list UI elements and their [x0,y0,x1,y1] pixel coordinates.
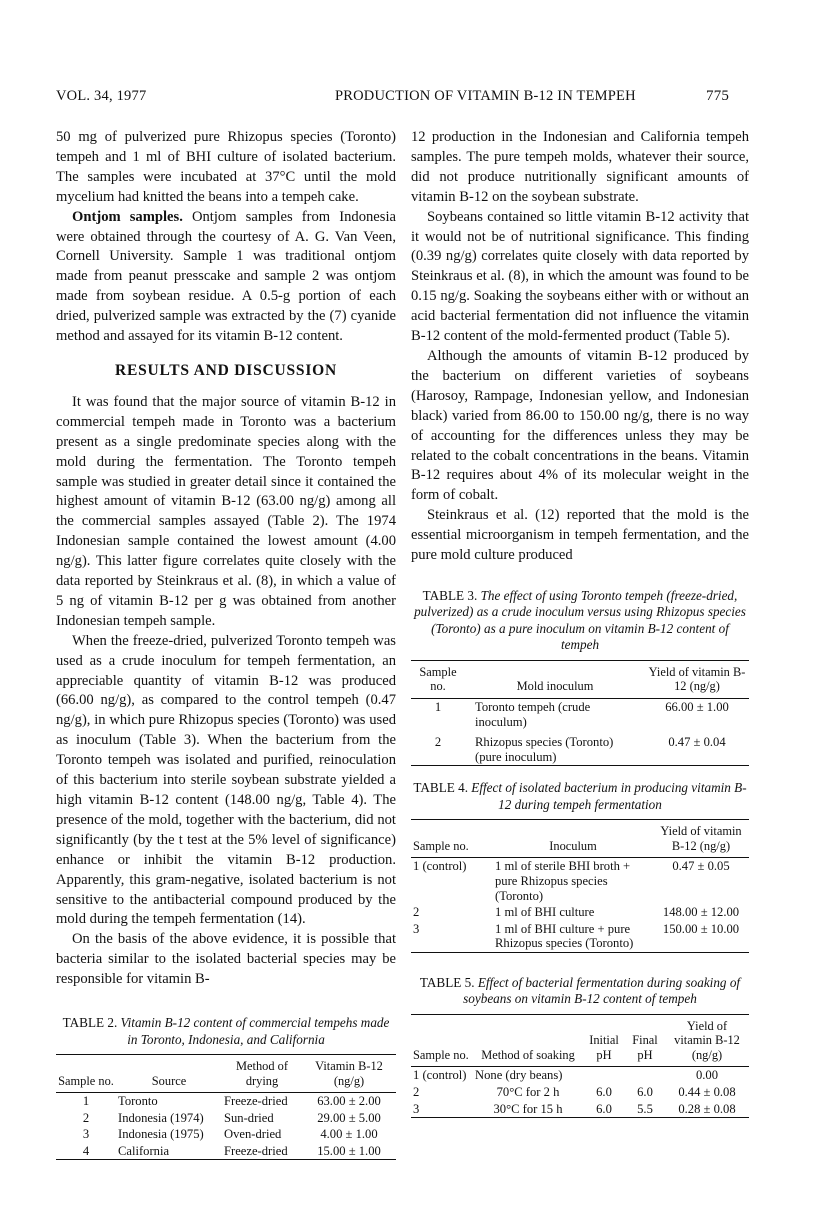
table-3-grid [411,660,749,766]
table-2-header: Source [116,1055,222,1093]
table-5-grid [411,1014,749,1118]
table-5-header: Method of soaking [473,1014,583,1067]
table-row: 2 Indonesia (1974) Sun-dried 29.00 ± 5.00 [82,1110,381,1125]
table-4-grid [411,819,749,953]
table-3-header: Mold inoculum [465,660,645,698]
table-3-header: Sample no. [411,660,465,698]
table-row: 3 Indonesia (1975) Oven-dried 4.00 ± 1.00 [82,1127,378,1142]
table-4-header: Yield of vitamin B-12 (ng/g) [653,820,749,858]
table-3 [411,588,749,766]
table-4-header: Sample no. [411,820,493,858]
table-5-header: Sample no. [411,1014,473,1067]
paragraph-right-2: Soybeans contained so little vitamin B-12 activity that it would not be of nutritional significance. This finding (0.39 ng/g) correlates quite closely with data reported by Steinkraus et al. (8), in which the amount was found to be 0.15 ng/g. Soaking the soybeans either with or without an acid bacterial fermentation did not influence the vitamin B-12 content of the mold-fermented product (Table 5). [411,208,749,345]
paragraph-results-1: It was found that the major source of vitamin B-12 in commercial tempeh made in Toronto was a bacterium present as a single predominate species along with the mold during the fermentation. The Toronto tempeh sample was studied in greater detail since it contained the highest amount of vitamin B-12 (63.00 ng/g) among all the commercial samples assayed (Table 2). The 1974 Indonesian sample contained the lowest amount (4.00 ng/g). This latter figure correlates quite closely with the data reported by Steinkraus et al. (8), in which a value of 5 ng of vitamin B-12 per g was obtained from another Indonesian tempeh sample. [56,393,396,629]
table-5-label: TABLE 5. [419,974,475,990]
running-head-title: PRODUCTION OF VITAMIN B-12 IN TEMPEH [335,88,636,104]
running-head-volume: VOL. 34, 1977 [56,88,147,104]
table-2-caption: TABLE 2. Vitamin B-12 content of commercial tempehs made in Toronto, Indonesia, and California [62,1015,390,1047]
table-3-header: Yield of vitamin B-12 (ng/g) [645,660,749,698]
right-column [411,128,749,1118]
table-4-header: Inoculum [493,820,653,858]
table-row: 2 Rhizopus species (Toronto) (pure inoculum) 0.47 ± 0.04 [434,735,726,764]
paragraph-results-2: When the freeze-dried, pulverized Toronto tempeh was used as a crude inoculum for tempeh fermentation, an appreciable quantity of vitamin B-12 was produced (66.00 ng/g), as compared to the control tempeh (0.47 ng/g), in which pure Rhizopus species (Toronto) was used as inoculum (Table 3). When the bacterium from the Toronto tempeh was isolated and purified, reinoculation of this bacterium into sterile soybean substrate yielded a high vitamin B-12 content (148.00 ng/g, Table 4). The presence of the mold, together with the bacterium, did not significantly (by the t test at the 5% level of significance) enhance or inhibit the vitamin B-12 production. Apparently, this gram-negative, isolated bacterium is not sensitive to the antibacterial compound produced by the mold during the tempeh fermentation (14). [56,632,396,928]
paragraph-right-4: Steinkraus et al. (12) reported that the mold is the essential microorganism in tempeh fermentation, and the pure mold culture produced [411,507,749,564]
table-2-label: TABLE 2. [62,1015,118,1031]
table-row: 2 70°C for 2 h 6.0 6.0 0.44 ± 0.08 [413,1084,736,1099]
table-row: 1 Toronto Freeze-dried 63.00 ± 2.00 [82,1094,381,1109]
paragraph-right-3: Although the amounts of vitamin B-12 produced by the bacterium on different varieties of soybeans (Harosoy, Rampage, Indonesian yellow, and Indonesian black) varied from 86.00 to 150.00 ng/g, there is no way of accounting for the differences unless they may be related to the cobalt concentrations in the beans. Vitamin B-12 requires about 4% of its molecular weight in the form of cobalt. [411,347,749,504]
table-row: 1 (control) 1 ml of sterile BHI broth + pure Rhizopus species (Toronto) 0.47 ± 0.05 [413,859,730,903]
paragraph-ontjom [56,208,396,347]
page-number: 775 [706,88,730,104]
table-5-header: Final pH [625,1014,665,1067]
left-column [56,128,396,1160]
table-5-header: Initial pH [583,1014,625,1067]
section-heading: RESULTS AND DISCUSSION [114,361,338,379]
ontjom-body: Ontjom samples from Indonesia were obtained through the courtesy of A. G. Van Veen, Cornell University. Sample 1 was traditional ontjom made from peanut presscake and sample 2 was ontjom made from soybean residue. A 0.5-g portion of each dried, pulverized sample was extracted by the (7) cyanide method and assayed for its vitamin B-12 content. [56,208,396,345]
table-row: 4 California Freeze-dried 15.00 ± 1.00 [82,1143,381,1158]
paragraph-right-1: 12 production in the Indonesian and California tempeh samples. The pure tempeh molds, whatever their source, did not produce nutritionally significant amounts of vitamin B-12 on the soybean substrate. [411,129,749,205]
table-3-label: TABLE 3. [422,587,478,603]
paragraph-methods-end: 50 mg of pulverized pure Rhizopus species (Toronto) tempeh and 1 ml of BHI culture of isolated bacterium. The samples were incubated at 37°C until the mold mycelium had knitted the beans into a tempeh cake. [56,129,396,205]
table-2 [56,1015,396,1160]
table-row: 2 1 ml of BHI culture 148.00 ± 12.00 [413,905,740,920]
table-4-label: TABLE 4. [413,780,468,796]
table-row: 3 30°C for 15 h 6.0 5.5 0.28 ± 0.08 [413,1101,736,1116]
table-2-header: Method of drying [222,1055,302,1093]
table-5-header: Yield of vitamin B-12 (ng/g) [665,1014,749,1067]
table-5-caption: TABLE 5. Effect of bacterial fermentation during soaking of soybeans on vitamin B-12 content of tempeh [419,974,741,1007]
table-2-header: Sample no. [56,1055,116,1093]
ontjom-subheading: Ontjom samples. [72,208,183,225]
table-3-caption: TABLE 3. The effect of using Toronto tempeh (freeze-dried, pulverized) as a crude inoculum versus using Rhizopus species (Toronto) as a pure inoculum on vitamin B-12 content of tempeh [414,587,746,653]
table-2-header: Vitamin B-12 (ng/g) [302,1055,396,1093]
table-4-caption: TABLE 4. Effect of isolated bacterium in producing vitamin B-12 during tempeh fermentation [413,780,747,812]
table-2-grid [56,1054,396,1160]
table-row: 3 1 ml of BHI culture + pure Rhizopus species (Toronto) 150.00 ± 10.00 [413,921,740,951]
table-4 [411,780,749,953]
table-row: 1 Toronto tempeh (crude inoculum) 66.00 ± 1.00 [434,699,729,729]
paragraph-results-3: On the basis of the above evidence, it is possible that bacteria similar to the isolated bacterial species may be responsible for vitamin B- [56,931,396,988]
table-5 [411,975,749,1118]
table-row: 1 (control) None (dry beans) 0.00 [413,1068,719,1083]
